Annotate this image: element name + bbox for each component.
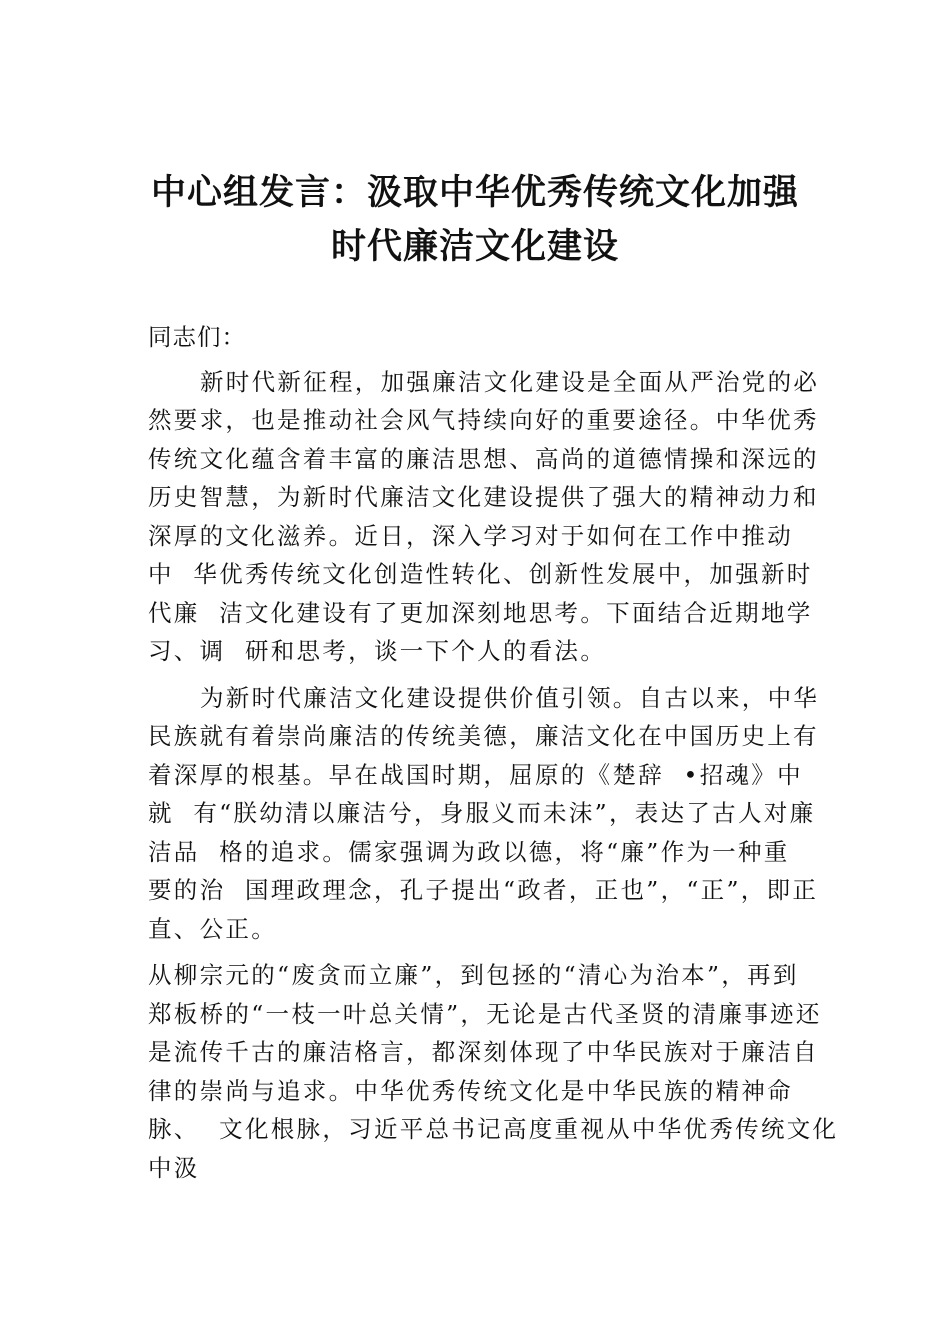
paragraph-line: 直、公正。 — [148, 914, 277, 943]
paragraph-line: 中汲 — [148, 1153, 200, 1182]
document-body — [148, 318, 839, 1187]
paragraph-line: 郑板桥的“一枝一叶总关情”，无论是古代圣贤的清廉事迹还 — [148, 999, 822, 1028]
document-title — [120, 166, 830, 274]
salutation: 同志们： — [148, 323, 246, 351]
paragraph-line: 从柳宗元的“废贪而立廉”，到包拯的“清心为治本”，再到 — [148, 961, 799, 989]
paragraph-line: 就 有“朕幼清以廉洁兮，身服义而未沫”，表达了古人对廉 — [148, 799, 816, 827]
paragraph-line: 洁品 格的追求。儒家强调为政以德，将“廉”作为一种重 — [148, 837, 790, 866]
paragraph-line: 深厚的文化滋养。近日，深入学习对于如何在工作中推动 — [148, 521, 793, 550]
paragraph-line: 习、调 研和思考，谈一下个人的看法。 — [148, 637, 607, 665]
paragraph-2 — [148, 679, 828, 949]
paragraph-1 — [148, 363, 828, 671]
paragraph-line: 然要求，也是推动社会风气持续向好的重要途径。中华优秀 — [148, 406, 819, 434]
paragraph-line: 民族就有着崇尚廉洁的传统美德，廉洁文化在中国历史上有 — [148, 722, 819, 750]
paragraph-line: 着深厚的根基。早在战国时期，屈原的《楚辞 •招魂》中 — [148, 760, 803, 789]
paragraph-line: 传统文化蕴含着丰富的廉洁思想、高尚的道德情操和深远的 — [148, 444, 819, 473]
title-line-1: 中心组发言：汲取中华优秀传统文化加强 — [150, 173, 799, 213]
paragraph-line: 是流传千古的廉洁格言，都深刻体现了中华民族对于廉洁自 — [148, 1038, 819, 1066]
paragraph-3 — [148, 956, 839, 1187]
paragraph-line: 律的崇尚与追求。中华优秀传统文化是中华民族的精神命 — [148, 1076, 793, 1105]
paragraph-line: 中 华优秀传统文化创造性转化、创新性发展中，加强新时 — [148, 560, 813, 588]
paragraph-line: 历史智慧，为新时代廉洁文化建设提供了强大的精神动力和 — [148, 483, 819, 511]
paragraph-line: 为新时代廉洁文化建设提供价值引领。自古以来，中华 — [200, 683, 820, 712]
paragraph-line: 代廉 洁文化建设有了更加深刻地思考。下面结合近期地学 — [148, 598, 813, 627]
paragraph-line: 要的治 国理政理念，孔子提出“政者，正也”，“正”，即正 — [148, 876, 819, 904]
paragraph-line: 脉、 文化根脉，习近平总书记高度重视从中华优秀传统文化 — [148, 1115, 839, 1143]
paragraph-line: 新时代新征程，加强廉洁文化建设是全面从严治党的必 — [200, 367, 820, 396]
title-line-2: 时代廉洁文化建设 — [330, 227, 619, 267]
